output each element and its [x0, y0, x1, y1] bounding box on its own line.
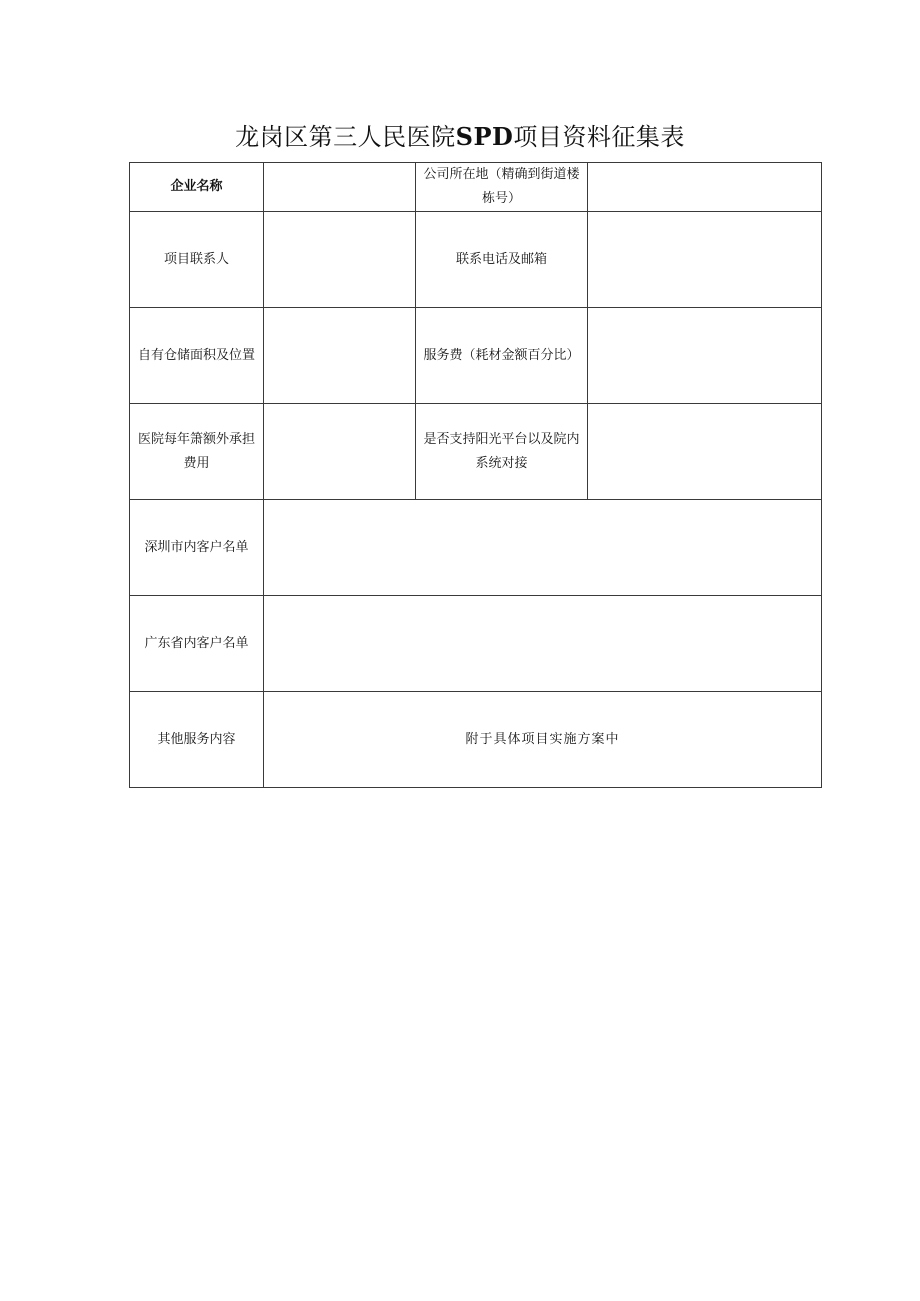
title-text-spd: SPD [455, 122, 514, 151]
form-row-other [130, 692, 822, 788]
contact-person-field[interactable] [264, 212, 416, 308]
form-row-warehouse [130, 308, 822, 404]
form-title [0, 118, 920, 156]
service-fee-field[interactable] [588, 308, 822, 404]
information-form-table [129, 162, 822, 788]
warehouse-field[interactable] [264, 308, 416, 404]
title-text-hospital: 龙岗区第三人民医院 [235, 123, 456, 151]
form-row-company [130, 163, 822, 212]
other-services-field[interactable]: 附于具体项目实施方案中 [264, 692, 822, 788]
shenzhen-clients-field[interactable] [264, 500, 822, 596]
guangdong-clients-label: 广东省内客户名单 [130, 596, 264, 692]
contact-person-label: 项目联系人 [130, 212, 264, 308]
form-row-costs [130, 404, 822, 500]
extra-cost-field[interactable] [264, 404, 416, 500]
form-row-shenzhen [130, 500, 822, 596]
warehouse-label: 自有仓储面积及位置 [130, 308, 264, 404]
other-services-label: 其他服务内容 [130, 692, 264, 788]
platform-support-label: 是否支持阳光平台以及院内系统对接 [416, 404, 588, 500]
contact-info-label: 联系电话及邮箱 [416, 212, 588, 308]
company-address-field[interactable] [588, 163, 822, 212]
title-text-form: 项目资料征集表 [513, 123, 685, 151]
contact-info-field[interactable] [588, 212, 822, 308]
platform-support-field[interactable] [588, 404, 822, 500]
shenzhen-clients-label: 深圳市内客户名单 [130, 500, 264, 596]
form-row-guangdong [130, 596, 822, 692]
company-name-field[interactable] [264, 163, 416, 212]
form-row-contact [130, 212, 822, 308]
service-fee-label: 服务费（耗材金额百分比） [416, 308, 588, 404]
guangdong-clients-field[interactable] [264, 596, 822, 692]
company-name-label: 企业名称 [130, 163, 264, 212]
extra-cost-label: 医院每年箫额外承担费用 [130, 404, 264, 500]
company-address-label: 公司所在地（精确到街道楼栋号） [416, 163, 588, 212]
